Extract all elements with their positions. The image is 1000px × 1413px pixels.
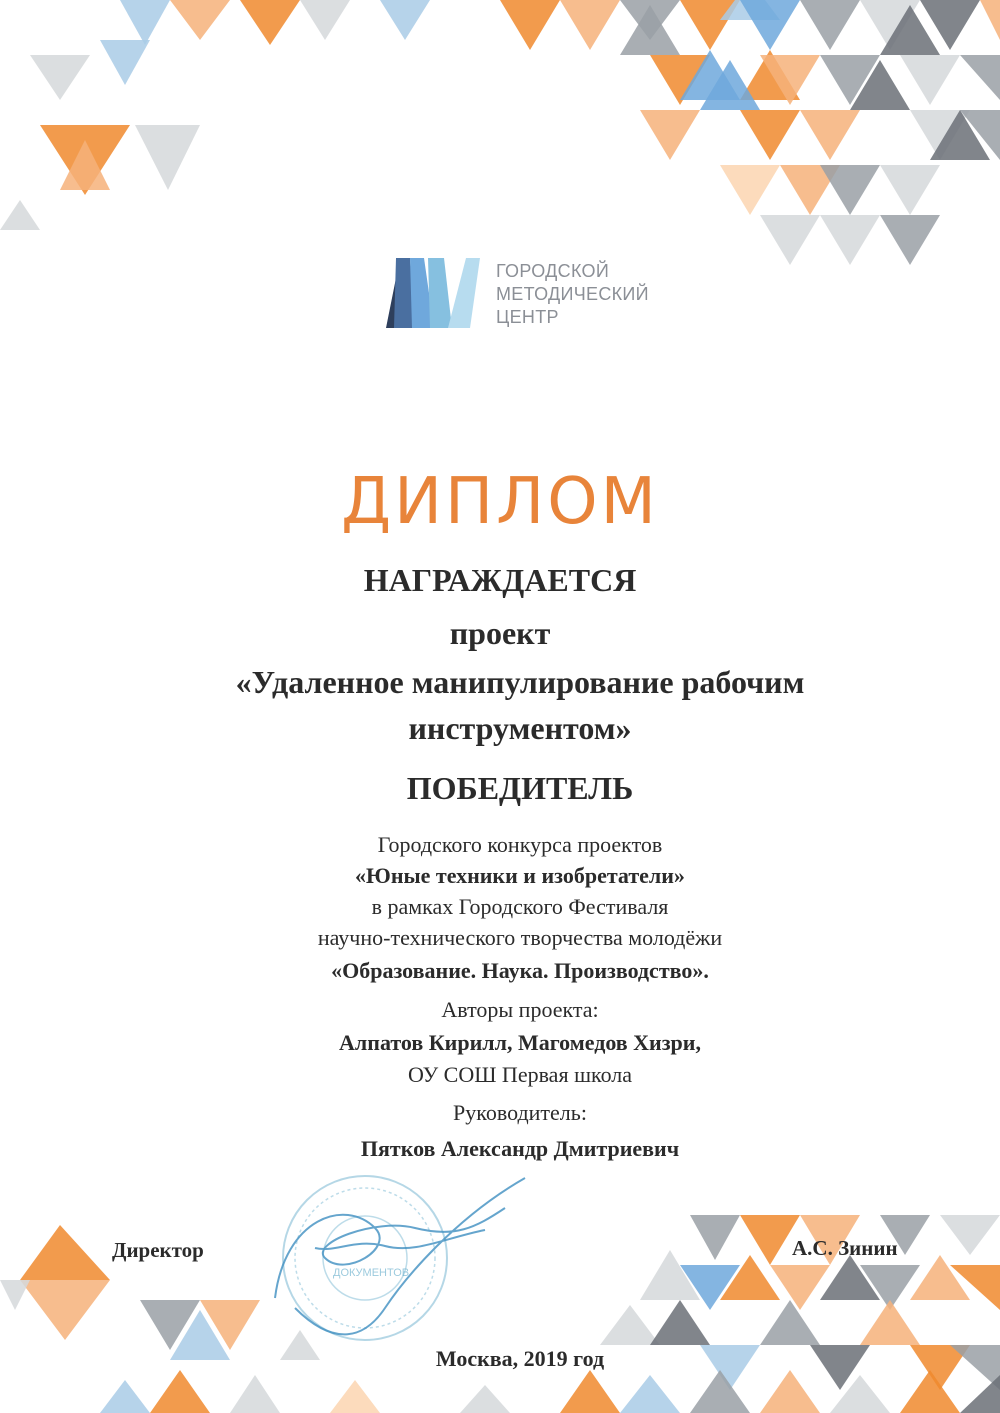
decor-triangle (820, 165, 880, 215)
decor-triangle (0, 1280, 30, 1310)
decor-triangle (900, 55, 960, 105)
winner-heading: ПОБЕДИТЕЛЬ (406, 770, 634, 806)
decor-triangle (20, 1280, 110, 1340)
logo-mark-icon (386, 258, 486, 330)
decor-triangle (300, 0, 350, 40)
decor-triangle (640, 110, 700, 160)
logo-text (496, 260, 649, 329)
supervisor-name: Пятков Александр Дмитриевич (360, 1136, 680, 1161)
decor-triangle (940, 1215, 1000, 1255)
decor-triangle (560, 1370, 620, 1413)
diploma-title: ДИПЛОМ (341, 465, 659, 539)
authors-names: Алпатов Кирилл, Магомедов Хизри, (339, 1030, 701, 1055)
decor-triangle (230, 1375, 280, 1413)
awarded-heading: НАГРАЖДАЕТСЯ (363, 562, 637, 598)
decor-triangle (30, 55, 90, 100)
decor-triangle (330, 1380, 380, 1413)
decor-triangle (170, 0, 230, 40)
decor-triangle (690, 1370, 750, 1413)
decor-triangle (760, 1370, 820, 1413)
decor-triangle (135, 125, 200, 190)
decor-triangle (820, 215, 880, 265)
decor-triangle (380, 0, 430, 40)
logo-line-2: МЕТОДИЧЕСКИЙ (496, 284, 649, 304)
decor-triangle (860, 1300, 920, 1345)
decor-triangle (760, 215, 820, 265)
supervisor-label: Руководитель: (453, 1100, 587, 1125)
decor-triangle (740, 0, 800, 50)
logo-line-1: ГОРОДСКОЙ (496, 261, 610, 281)
authors-label: Авторы проекта: (441, 997, 599, 1022)
project-title-line-2: инструментом» (408, 710, 632, 746)
decor-triangle (760, 1300, 820, 1345)
contest-name: «Юные техники и изобретатели» (355, 863, 685, 888)
project-title-line-1: «Удаленное манипулирование рабочим (235, 664, 805, 700)
contest-line-2: в рамках Городского Фестиваля (371, 894, 669, 919)
decor-triangle (100, 40, 150, 85)
official-stamp (255, 1158, 545, 1358)
decor-triangle (620, 1375, 680, 1413)
decor-triangle (620, 5, 680, 55)
decor-triangle (910, 1255, 970, 1300)
logo-line-3: ЦЕНТР (496, 307, 559, 327)
decor-triangle (980, 0, 1000, 40)
decor-triangle (800, 0, 860, 50)
decor-triangle (880, 165, 940, 215)
signature-name: А.С. Зинин (792, 1236, 898, 1260)
decor-triangle (800, 110, 860, 160)
festival-name: «Образование. Наука. Производство». (331, 958, 709, 983)
decor-triangle (500, 0, 560, 50)
school-name: ОУ СОШ Первая школа (407, 1062, 633, 1087)
contest-line-1: Городского конкурса проектов (377, 832, 663, 857)
decor-triangle (600, 1305, 660, 1345)
contest-line-3: научно-технического творчества молодёжи (317, 925, 723, 950)
signature-position: Директор (112, 1238, 204, 1262)
decor-triangle (20, 1225, 110, 1280)
decor-triangle (960, 55, 1000, 100)
decor-triangle (120, 0, 170, 45)
decor-triangle (150, 1370, 210, 1413)
decor-triangle (240, 0, 300, 45)
decor-triangle (770, 1265, 830, 1310)
decor-triangle (880, 215, 940, 265)
logo (386, 258, 666, 330)
decor-triangle (720, 165, 780, 215)
decor-triangle (0, 200, 40, 230)
place-date: Москва, 2019 год (435, 1346, 605, 1371)
decor-triangle (100, 1380, 150, 1413)
stamp-text: ДОКУМЕНТОВ (333, 1267, 410, 1279)
decor-triangle (560, 0, 620, 50)
decor-triangle (900, 1370, 960, 1413)
project-word: проект (449, 615, 551, 651)
decor-triangle (740, 110, 800, 160)
decor-triangle (650, 1300, 710, 1345)
decor-triangle (460, 1385, 510, 1413)
decor-triangle (690, 1215, 740, 1260)
